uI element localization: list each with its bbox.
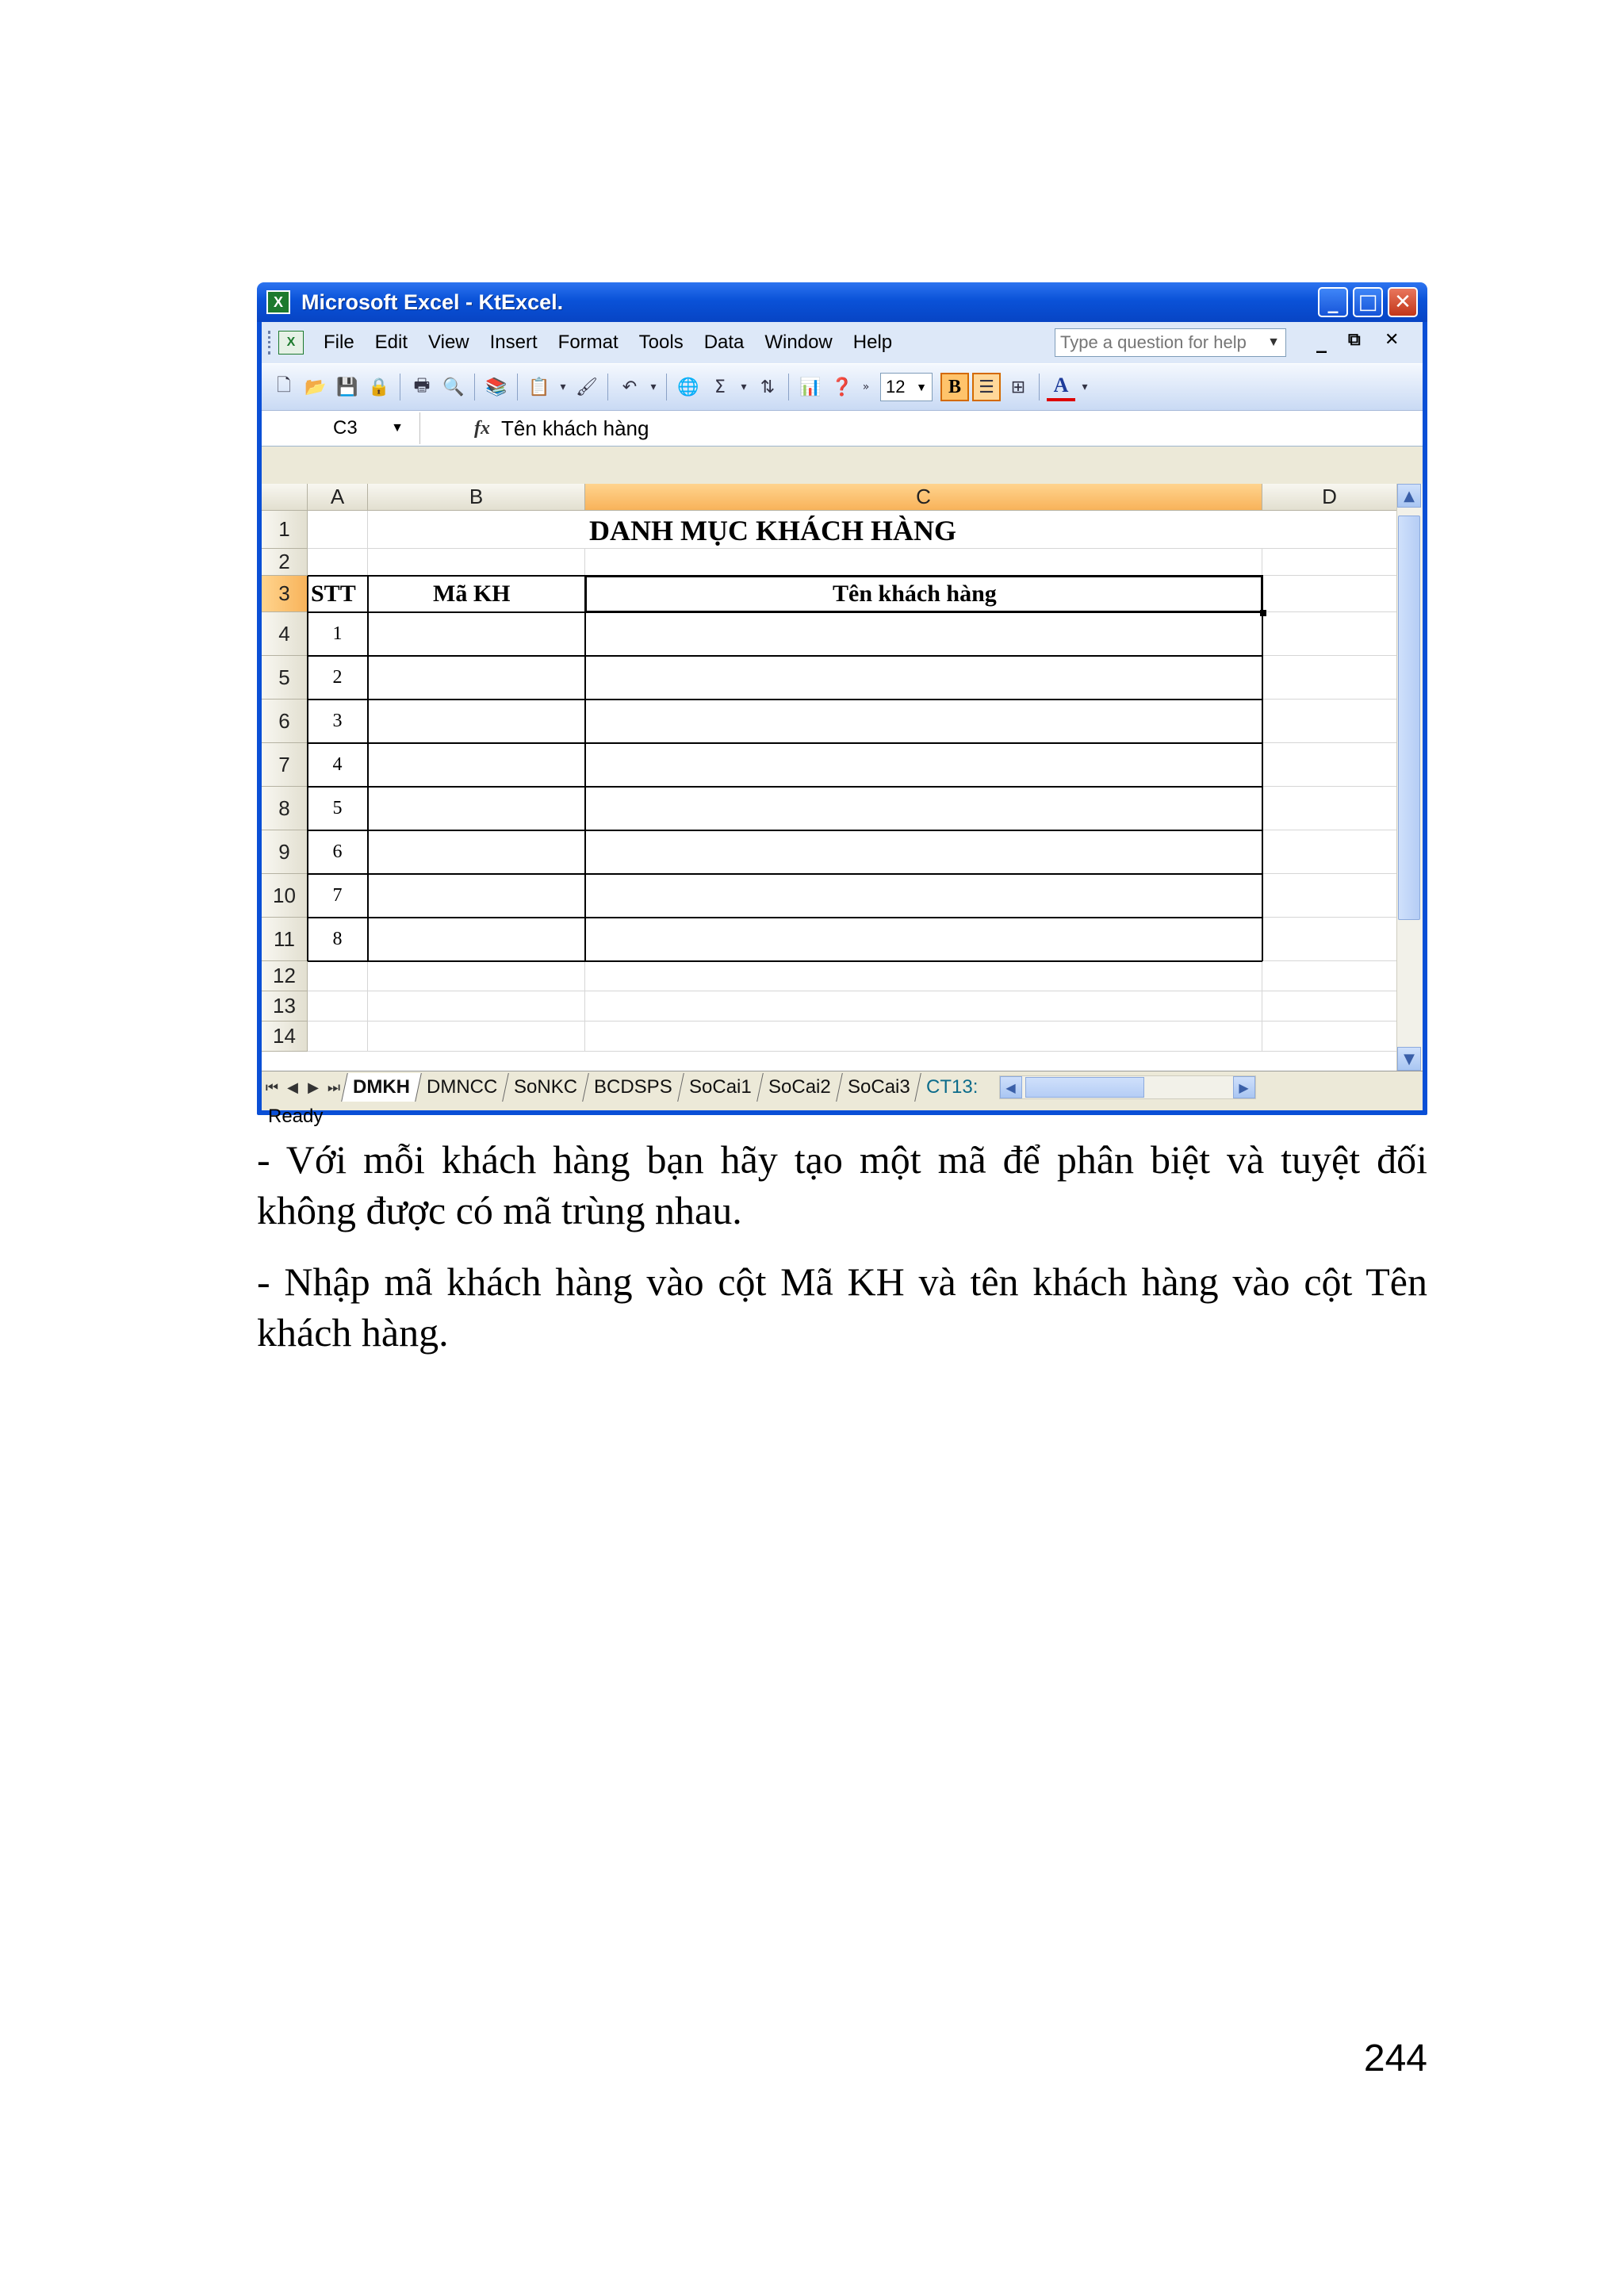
cell-a10[interactable]: 7 xyxy=(308,874,368,918)
undo-icon[interactable]: ↶ xyxy=(622,377,638,397)
separator xyxy=(474,374,476,401)
table-border-h xyxy=(308,830,1262,831)
cell-b10[interactable] xyxy=(368,874,585,918)
sheet-tab-label: SoCai2 xyxy=(768,1076,831,1098)
vertical-scrollbar[interactable] xyxy=(1396,484,1423,1071)
last-sheet-icon[interactable]: ⏭ xyxy=(327,1079,341,1096)
window-title: Microsoft Excel - KtExcel. xyxy=(301,289,564,314)
title-bar xyxy=(257,282,1427,322)
merge-center-icon[interactable]: ⊞ xyxy=(1010,377,1026,397)
cell-a13[interactable] xyxy=(308,991,368,1022)
cell-c13[interactable] xyxy=(585,991,1262,1022)
sheet-tab-dmkh[interactable] xyxy=(341,1073,421,1102)
header-stt: STT xyxy=(311,581,356,607)
print-icon[interactable]: 🖶 xyxy=(413,376,431,396)
bold-button[interactable]: B xyxy=(940,373,969,401)
menu-file[interactable]: File xyxy=(324,332,354,353)
sheet-tab-socai3[interactable] xyxy=(836,1073,921,1102)
sheet-tab-bcdsps[interactable] xyxy=(583,1073,684,1102)
sort-ascending-icon[interactable]: ⇅ xyxy=(760,377,776,397)
cell-a9[interactable]: 6 xyxy=(308,830,368,874)
cell-d3[interactable] xyxy=(1262,576,1397,612)
separator xyxy=(666,374,668,401)
menu-bar xyxy=(262,322,1423,363)
row-header-14[interactable]: 14 xyxy=(262,1022,308,1052)
cell-a1[interactable] xyxy=(308,511,368,549)
cell-a8[interactable]: 5 xyxy=(308,787,368,830)
chevron-down-icon[interactable]: ▼ xyxy=(391,421,404,435)
instruction-paragraph-2: - Nhập mã khách hàng vào cột Mã KH và tên khách hàng vào cột Tên khách hàng. xyxy=(257,1259,1427,1355)
sheet-tab-label: BCDSPS xyxy=(594,1076,673,1098)
name-box-value: C3 xyxy=(333,417,358,439)
menu-insert[interactable]: Insert xyxy=(489,332,538,353)
chevron-down-icon[interactable]: ▼ xyxy=(1267,335,1280,349)
minimize-button[interactable]: _ xyxy=(1318,287,1348,317)
menu-view[interactable]: View xyxy=(428,332,469,353)
table-border-h xyxy=(308,786,1262,788)
page-number: 244 xyxy=(1363,2037,1427,2079)
row-header-4[interactable]: 4 xyxy=(262,612,308,656)
cell-b11[interactable] xyxy=(368,918,585,961)
font-size-value: 12 xyxy=(886,377,906,397)
maximize-button[interactable]: □ xyxy=(1353,287,1383,317)
worksheet-grid[interactable] xyxy=(262,484,1423,1071)
scroll-down-icon[interactable]: ▼ xyxy=(1397,1047,1421,1071)
font-size-select[interactable] xyxy=(880,373,933,401)
cell-d10[interactable] xyxy=(1262,874,1397,918)
cell-d14[interactable] xyxy=(1262,1022,1397,1052)
cell-d6[interactable] xyxy=(1262,700,1397,743)
cell-a4[interactable]: 1 xyxy=(308,612,368,656)
cell-c14[interactable] xyxy=(585,1022,1262,1052)
excel-client-area xyxy=(262,322,1423,1127)
cell-a12[interactable] xyxy=(308,961,368,991)
cell-d5[interactable] xyxy=(1262,656,1397,700)
scroll-up-icon[interactable]: ▲ xyxy=(1397,484,1421,508)
menu-tools[interactable]: Tools xyxy=(638,332,684,353)
row-header-12[interactable]: 12 xyxy=(262,961,308,991)
sheet-tab-label: SoCai3 xyxy=(847,1076,910,1098)
toolbar-options-icon[interactable]: » xyxy=(862,381,870,393)
formula-input[interactable]: Tên khách hàng xyxy=(501,416,649,440)
table-border-h xyxy=(308,655,1262,657)
fx-icon[interactable]: fx xyxy=(474,417,490,439)
cell-d9[interactable] xyxy=(1262,830,1397,874)
sheet-tab-label: DMKH xyxy=(353,1076,410,1098)
table-border-h xyxy=(308,917,1262,918)
chevron-down-icon: ▼ xyxy=(916,381,927,393)
cell-d13[interactable] xyxy=(1262,991,1397,1022)
permission-icon[interactable]: 🔒 xyxy=(368,377,390,397)
cell-c9[interactable] xyxy=(585,830,1262,874)
close-button[interactable]: ✕ xyxy=(1388,287,1418,317)
formula-bar xyxy=(262,411,1423,447)
sheet-tab-dmncc[interactable] xyxy=(415,1073,508,1102)
cell-b13[interactable] xyxy=(368,991,585,1022)
table-border-v xyxy=(1262,576,1263,961)
sheet-tab-socai2[interactable] xyxy=(756,1073,841,1102)
autosum-icon[interactable]: Σ xyxy=(714,377,726,397)
separator xyxy=(517,374,519,401)
new-icon[interactable]: 🗋 xyxy=(277,376,291,396)
menu-grip[interactable] xyxy=(268,331,274,355)
align-center-icon[interactable]: ☰ xyxy=(972,373,1001,401)
menu-window[interactable]: Window xyxy=(764,332,833,353)
fill-handle[interactable] xyxy=(1260,610,1266,616)
menu-help[interactable]: Help xyxy=(852,332,893,353)
cell-d1[interactable] xyxy=(1262,511,1397,549)
sheet-tab-label: SoCai1 xyxy=(689,1076,752,1098)
cell-b7[interactable] xyxy=(368,743,585,787)
save-icon[interactable]: 💾 xyxy=(336,377,358,397)
cell-b14[interactable] xyxy=(368,1022,585,1052)
chevron-down-icon[interactable]: ▾ xyxy=(1082,381,1088,393)
cell-c4[interactable] xyxy=(585,612,1262,656)
name-box[interactable] xyxy=(262,412,420,444)
table-border-v xyxy=(307,576,308,961)
sheet-tab-label: DMNCC xyxy=(427,1076,498,1098)
sheet-tab-bar xyxy=(262,1071,1423,1103)
menu-format[interactable]: Format xyxy=(557,332,619,353)
doc-minimize-button[interactable]: _ xyxy=(1316,330,1327,354)
cell-b9[interactable] xyxy=(368,830,585,874)
row-header-8[interactable]: 8 xyxy=(262,787,308,830)
cell-b12[interactable] xyxy=(368,961,585,991)
excel-app-icon: X xyxy=(266,290,290,314)
sheet-tab-socai1[interactable] xyxy=(677,1073,762,1102)
cell-b4[interactable] xyxy=(368,612,585,656)
column-header-d[interactable]: D xyxy=(1262,484,1397,511)
separator xyxy=(400,374,401,401)
separator xyxy=(788,374,790,401)
doc-restore-button[interactable]: ⧉ xyxy=(1348,330,1361,350)
chart-wizard-icon[interactable]: 📊 xyxy=(799,377,822,397)
separator xyxy=(607,374,609,401)
cell-c6[interactable] xyxy=(585,700,1262,743)
cell-a5[interactable]: 2 xyxy=(308,656,368,700)
menu-edit[interactable]: Edit xyxy=(374,332,408,353)
next-sheet-icon[interactable]: ▶ xyxy=(308,1079,319,1096)
cell-c2[interactable] xyxy=(585,549,1262,576)
row-header-9[interactable]: 9 xyxy=(262,830,308,874)
table-border-h xyxy=(308,699,1262,700)
row-header-3[interactable]: 3 xyxy=(262,576,308,612)
cell-b8[interactable] xyxy=(368,787,585,830)
cell-a2[interactable] xyxy=(308,549,368,576)
doc-close-button[interactable]: ✕ xyxy=(1385,330,1400,350)
paste-icon[interactable]: 📋 xyxy=(528,377,550,397)
column-header-b[interactable]: B xyxy=(368,484,585,511)
table-border-v xyxy=(367,576,369,961)
menu-data[interactable]: Data xyxy=(703,332,745,353)
cell-d12[interactable] xyxy=(1262,961,1397,991)
table-border-h xyxy=(308,742,1262,744)
prev-sheet-icon[interactable]: ◀ xyxy=(287,1079,298,1096)
row-header-10[interactable]: 10 xyxy=(262,874,308,918)
excel-window xyxy=(257,282,1427,1127)
font-color-icon[interactable]: A xyxy=(1047,373,1075,401)
select-all-corner[interactable] xyxy=(262,484,308,511)
cell-a7[interactable]: 4 xyxy=(308,743,368,787)
standard-toolbar xyxy=(262,363,1423,411)
sheet-tab-ct13[interactable] xyxy=(914,1073,989,1102)
workbook-icon[interactable]: X xyxy=(278,331,304,355)
print-preview-icon[interactable]: 🔍 xyxy=(442,377,465,397)
table-border-h xyxy=(308,960,1262,962)
research-icon[interactable]: 📚 xyxy=(485,377,508,397)
cell-b6[interactable] xyxy=(368,700,585,743)
sheet-title: DANH MỤC KHÁCH HÀNG xyxy=(589,515,956,546)
cell-b2[interactable] xyxy=(368,549,585,576)
help-icon[interactable]: ❓ xyxy=(831,377,853,397)
cell-b5[interactable] xyxy=(368,656,585,700)
format-painter-icon[interactable]: 🖌 xyxy=(576,377,598,397)
row-header-5[interactable]: 5 xyxy=(262,656,308,700)
horizontal-scroll-thumb[interactable] xyxy=(1025,1077,1144,1098)
header-ma-kh: Mã KH xyxy=(433,581,511,607)
instruction-paragraph-1: - Với mỗi khách hàng bạn hãy tạo một mã để phân biệt và tuyệt đối không được có mã trùng nhau. xyxy=(257,1137,1427,1232)
cell-d4[interactable] xyxy=(1262,612,1397,656)
row-header-11[interactable]: 11 xyxy=(262,918,308,961)
table-border-h xyxy=(308,873,1262,875)
header-ten-kh: Tên khách hàng xyxy=(833,581,997,607)
column-header-c[interactable]: C xyxy=(585,484,1262,511)
cell-c11[interactable] xyxy=(585,918,1262,961)
horizontal-scrollbar[interactable] xyxy=(999,1075,1256,1099)
row-header-7[interactable]: 7 xyxy=(262,743,308,787)
open-folder-icon[interactable]: 📂 xyxy=(304,377,327,397)
sheet-tab-label: SoNKC xyxy=(514,1076,578,1098)
first-sheet-icon[interactable]: ⏮ xyxy=(265,1079,279,1096)
sheet-tab-sonkc[interactable] xyxy=(503,1073,589,1102)
active-cell-selection xyxy=(584,575,1263,613)
scroll-thumb[interactable] xyxy=(1398,516,1420,920)
row-header-6[interactable]: 6 xyxy=(262,700,308,743)
cell-c7[interactable] xyxy=(585,743,1262,787)
scroll-right-icon[interactable]: ▶ xyxy=(1233,1076,1255,1098)
row-header-2[interactable]: 2 xyxy=(262,549,308,576)
cell-d2[interactable] xyxy=(1262,549,1397,576)
separator xyxy=(1039,374,1040,401)
cell-d11[interactable] xyxy=(1262,918,1397,961)
cell-c12[interactable] xyxy=(585,961,1262,991)
help-search-input[interactable] xyxy=(1055,332,1252,354)
cell-b1[interactable] xyxy=(368,511,585,549)
help-search-box xyxy=(1055,328,1286,357)
chevron-down-icon[interactable]: ▾ xyxy=(560,381,566,393)
status-text: Ready xyxy=(268,1106,324,1127)
cell-a6[interactable]: 3 xyxy=(308,700,368,743)
status-bar xyxy=(262,1102,1423,1131)
cell-c5[interactable] xyxy=(585,656,1262,700)
scroll-left-icon[interactable]: ◀ xyxy=(1000,1076,1022,1098)
hyperlink-icon[interactable]: 🌐 xyxy=(677,377,699,397)
chevron-down-icon[interactable]: ▾ xyxy=(650,381,657,393)
cell-d8[interactable] xyxy=(1262,787,1397,830)
sheet-tab-label: CT13: xyxy=(926,1076,979,1098)
cell-d7[interactable] xyxy=(1262,743,1397,787)
row-header-13[interactable]: 13 xyxy=(262,991,308,1022)
row-header-1[interactable]: 1 xyxy=(262,511,308,549)
cell-c10[interactable] xyxy=(585,874,1262,918)
cell-c8[interactable] xyxy=(585,787,1262,830)
cell-a14[interactable] xyxy=(308,1022,368,1052)
cell-a11[interactable]: 8 xyxy=(308,918,368,961)
chevron-down-icon[interactable]: ▾ xyxy=(741,381,747,393)
column-header-a[interactable]: A xyxy=(308,484,368,511)
table-border-v xyxy=(584,576,586,961)
